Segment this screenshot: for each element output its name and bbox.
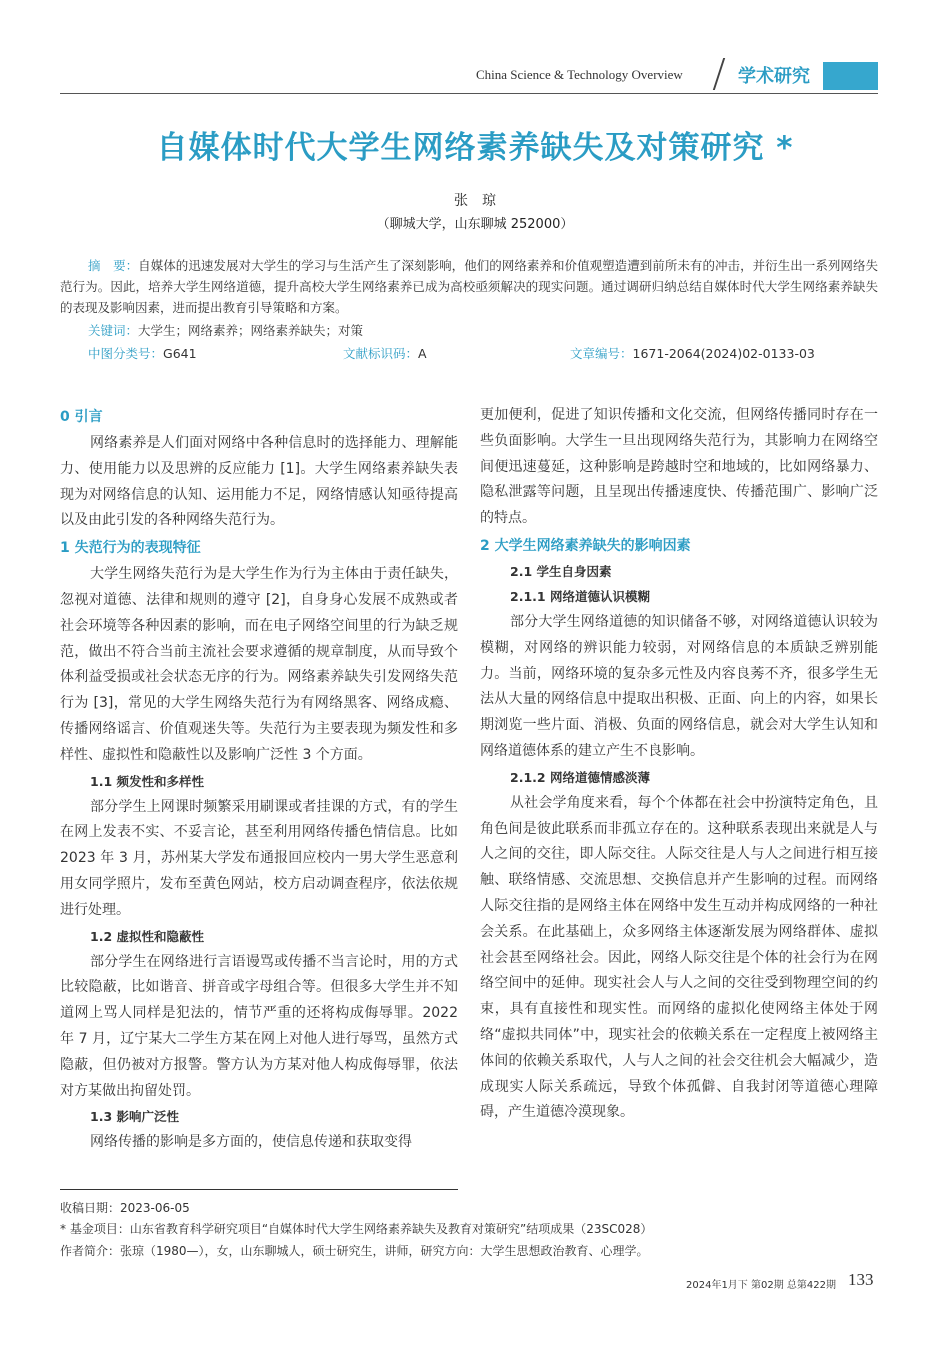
doc-value: A: [418, 346, 427, 361]
document-code: [343, 344, 427, 362]
subsection-heading: 2.1 学生自身因素: [510, 563, 612, 579]
clc-value: G641: [163, 346, 197, 361]
paragraph: 网络传播的影响是多方面的，使信息传递和获取变得: [90, 1134, 412, 1151]
paragraph: 部分学生在网络进行言语谩骂或传播不当言论时，用的方式比较隐蔽，比如谐音、拼音或字母组合等。但很多大学生并不知道网上骂人同样是犯法的，情节严重的还将构成侮辱罪。2022 年 7 月，辽宁某大二学生方某在网上对他人进行辱骂，虽然方式隐蔽，但仍被对方报警。警方认为方某对他人构成侮辱罪，依法对方某做出拘留处罚。: [60, 953, 458, 1099]
section-heading: 0 引言: [60, 409, 103, 425]
footnote-fund: * 基金项目：山东省教育科学研究项目“自媒体时代大学生网络素养缺失及教育对策研究”结项成果（23SC028）: [60, 1222, 653, 1236]
abstract: [60, 255, 878, 318]
article-value: 1671-2064(2024)02-0133-03: [632, 346, 815, 361]
page-number: 133: [848, 1270, 874, 1289]
section-label: 学术研究: [738, 66, 810, 87]
footnote-rule: [60, 1189, 458, 1190]
section-heading: 1 失范行为的表现特征: [60, 540, 201, 557]
article-number: [570, 344, 815, 362]
keywords: [88, 321, 363, 339]
subsection-heading: 1.1 频发性和多样性: [90, 773, 204, 789]
affiliation: （聊城大学，山东聊城 252000）: [376, 217, 574, 232]
paragraph: 从社会学角度来看，每个个体都在社会中扮演特定角色，且角色间是彼此联系而非孤立存在的。这种联系表现出来就是人与人之间的交往，即人际交往。人际交往是人与人之间进行相互接触、联络情感、交流思想、交换信息并产生影响的过程。而网络人际交往指的是网络主体在网络中发生互动并构成网络的一种社会关系。在此基础上，众多网络主体逐渐发展为网络群体、虚拟社会甚至网络社会。因此，网络人际交往是个体的社会行为在网络空间中的延伸。现实社会人与人之间的交往受到物理空间的约束，具有直接性和现实性。而网络的虚拟化使网络主体处于网络“虚拟共同体”中，现实社会的依赖关系在一定程度上被网络主体间的依赖关系取代，人与人之间的社会交往机会大幅减少，造成现实人际关系疏远，导致个体孤僻、自我封闭等道德心理障碍，产生道德冷漠现象。: [480, 794, 878, 1121]
paragraph: 部分学生上网课时频繁采用刷课或者挂课的方式，有的学生在网上发表不实、不妥言论，甚至利用网络传播色情信息。比如 2023 年 3 月，苏州某大学发布通报回应校内一男大学生恶意利用女同学照片，发布至黄色网站，校方启动调查程序，依法依规进行处理。: [60, 798, 458, 918]
abstract-label: 摘 要：: [88, 258, 139, 273]
subsection-heading: 1.3 影响广泛性: [90, 1109, 179, 1125]
subsection-heading: 2.1.2 网络道德情感淡薄: [510, 769, 650, 785]
subsection-heading: 1.2 虚拟性和隐蔽性: [90, 928, 204, 944]
body-right-column: [480, 403, 878, 1126]
paragraph: 更加便利，促进了知识传播和文化交流，但网络传播同时存在一些负面影响。大学生一旦出现网络失范行为，其影响力在网络空间便迅速蔓延，这种影响是跨越时空和地域的，比如网络暴力、隐私泄露等问题，且呈现出传播速度快、传播范围广、影响广泛的特点。: [480, 407, 878, 527]
clc-number: [88, 344, 197, 362]
doc-label: 文献标识码：: [343, 346, 419, 361]
clc-label: 中图分类号：: [88, 346, 164, 361]
header-rule: [60, 93, 878, 94]
issue-info: 2024年1月下 第02期 总第422期: [686, 1280, 836, 1291]
section-heading: 2 大学生网络素养缺失的影响因素: [480, 537, 691, 554]
paragraph: 网络素养是人们面对网络中各种信息时的选择能力、理解能力、使用能力以及思辨的反应能力 [1]。大学生网络素养缺失表现为对网络信息的认知、运用能力不足，网络情感认知亟待提高以及由此引发的各种网络失范行为。: [60, 435, 458, 529]
journal-name: China Science & Technology Overview: [476, 67, 683, 82]
subsection-heading: 2.1.1 网络道德认识模糊: [510, 588, 650, 604]
keywords-text: 大学生；网络素养；网络素养缺失；对策: [138, 323, 364, 338]
paragraph: 部分大学生网络道德的知识储备不够，对网络道德认识较为模糊，对网络的辨识能力较弱，对网络信息的本质缺乏辨别能力。当前，网络环境的复杂多元性及内容良莠不齐，很多学生无法从大量的网络信息中提取出积极、正面、向上的内容，如果长期浏览一些片面、消极、负面的网络信息，就会对大学生认知和网络道德体系的建立产生不良影响。: [480, 613, 878, 759]
paragraph: 大学生网络失范行为是大学生作为行为主体由于责任缺失，忽视对道德、法律和规则的遵守 [2]，自身身心发展不成熟或者社会环境等各种因素的影响，而在电子网络空间里的行为缺乏规范，做出不符合当前主流社会要求遵循的规章制度，从而导致个体利益受损或社会状态无序的行为。网络素养缺失引发网络失范行为 [3]，常见的大学生网络失范行为有网络黑客、网络成瘾、传播网络谣言、价值观迷失等。失范行为主要表现为频发性和多样性、虚拟性和隐蔽性以及影响广泛性 3 个方面。: [60, 566, 458, 763]
author: 张 琼: [454, 193, 496, 209]
header-color-block: [823, 62, 878, 90]
body-left-column: [60, 403, 458, 1156]
paper-title: 自媒体时代大学生网络素养缺失及对策研究 *: [156, 130, 794, 166]
footnote-bio: 作者简介：张琼（1980—），女，山东聊城人，硕士研究生，讲师，研究方向：大学生思想政治教育、心理学。: [60, 1244, 649, 1258]
article-label: 文章编号：: [570, 346, 633, 361]
abstract-text: 自媒体的迅速发展对大学生的学习与生活产生了深刻影响，他们的网络素养和价值观塑造遭到前所未有的冲击，并衍生出一系列网络失范行为。因此，培养大学生网络道德，提升高校大学生网络素养已成为高校亟须解决的现实问题。通过调研归纳总结自媒体时代大学生网络素养缺失的表现及影响因素，进而提出教育引导策略和方案。: [60, 258, 878, 315]
keywords-label: 关键词：: [88, 323, 139, 338]
footnote-received: 收稿日期：2023-06-05: [60, 1201, 190, 1215]
header-divider: [713, 58, 725, 90]
